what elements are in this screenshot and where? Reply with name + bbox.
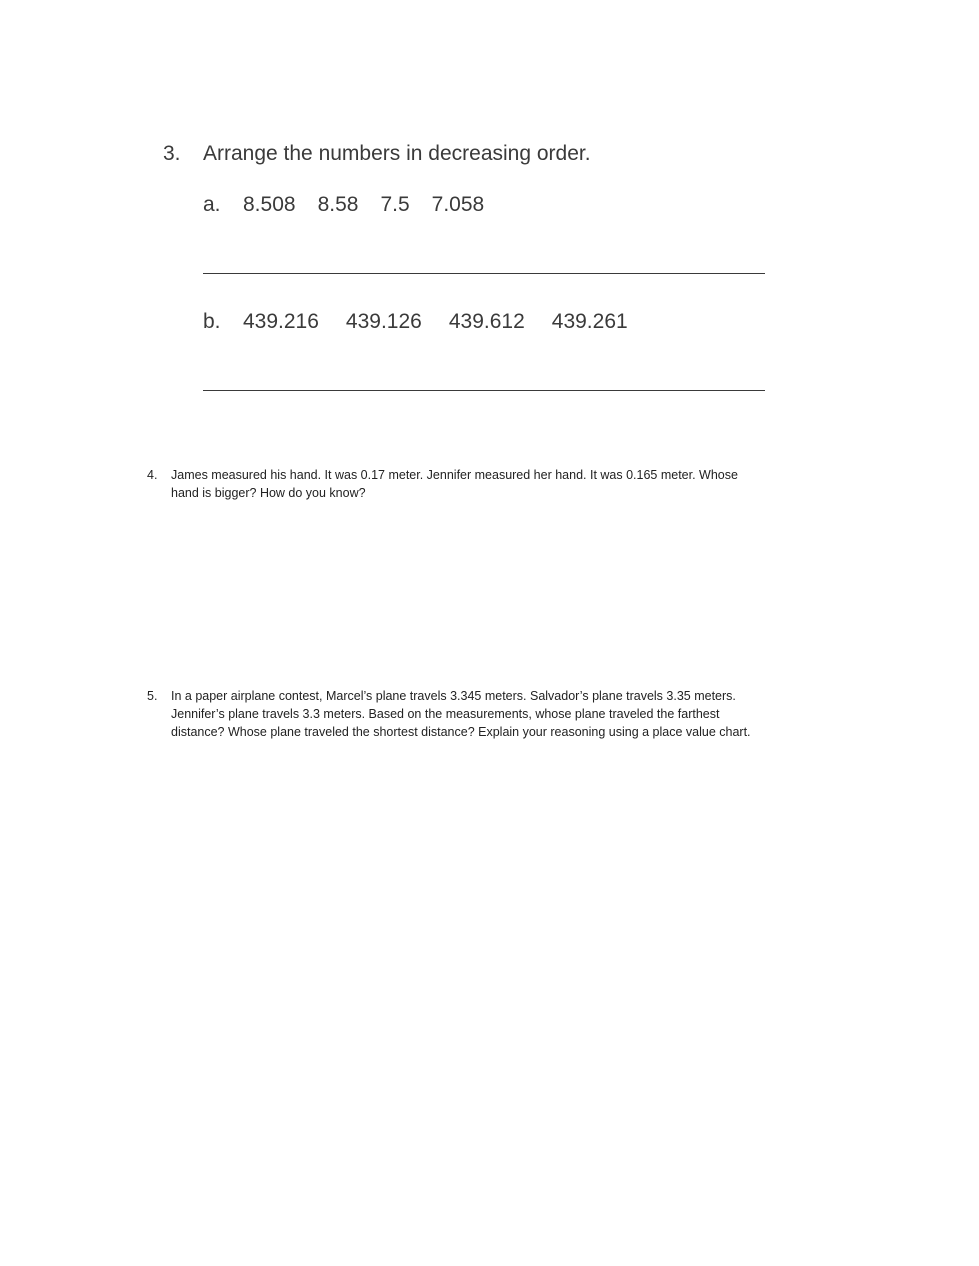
part-b-number: 439.216 bbox=[243, 310, 319, 333]
question-4-line: James measured his hand. It was 0.17 meter. Jennifer measured her hand. It was 0.165 meter. Whose bbox=[171, 468, 738, 482]
part-a-letter: a. bbox=[203, 193, 221, 216]
question-3-prompt: Arrange the numbers in decreasing order. bbox=[203, 142, 591, 165]
part-a-number: 7.058 bbox=[431, 193, 485, 216]
question-4 bbox=[147, 466, 817, 502]
question-5-line: distance? Whose plane traveled the shortest distance? Explain your reasoning using a place value chart. bbox=[171, 725, 751, 739]
question-5-line: Jennifer’s plane travels 3.3 meters. Based on the measurements, whose plane traveled the farthest bbox=[171, 707, 720, 721]
part-b-number: 439.612 bbox=[448, 310, 525, 333]
question-3a bbox=[203, 191, 506, 219]
part-a-number: 8.508 bbox=[243, 193, 296, 216]
question-4-text bbox=[171, 466, 817, 502]
answer-line-b[interactable] bbox=[203, 390, 765, 391]
part-a-number: 7.5 bbox=[380, 193, 410, 216]
question-3 bbox=[163, 140, 863, 168]
question-5-line: In a paper airplane contest, Marcel’s plane travels 3.345 meters. Salvador’s plane travels 3.35 meters. bbox=[171, 689, 736, 703]
question-5-number: 5. bbox=[147, 689, 158, 703]
question-3-header bbox=[163, 140, 863, 168]
part-b-letter: b. bbox=[203, 310, 221, 333]
question-5-text bbox=[171, 687, 817, 741]
question-3b bbox=[203, 308, 655, 336]
part-b-number: 439.126 bbox=[345, 310, 422, 333]
question-3-number: 3. bbox=[163, 142, 181, 165]
question-5 bbox=[147, 687, 817, 741]
question-4-line: hand is bigger? How do you know? bbox=[171, 486, 366, 500]
question-4-number: 4. bbox=[147, 468, 158, 482]
part-b-number: 439.261 bbox=[551, 310, 628, 333]
answer-line-a[interactable] bbox=[203, 273, 765, 274]
part-a-number: 8.58 bbox=[317, 193, 359, 216]
